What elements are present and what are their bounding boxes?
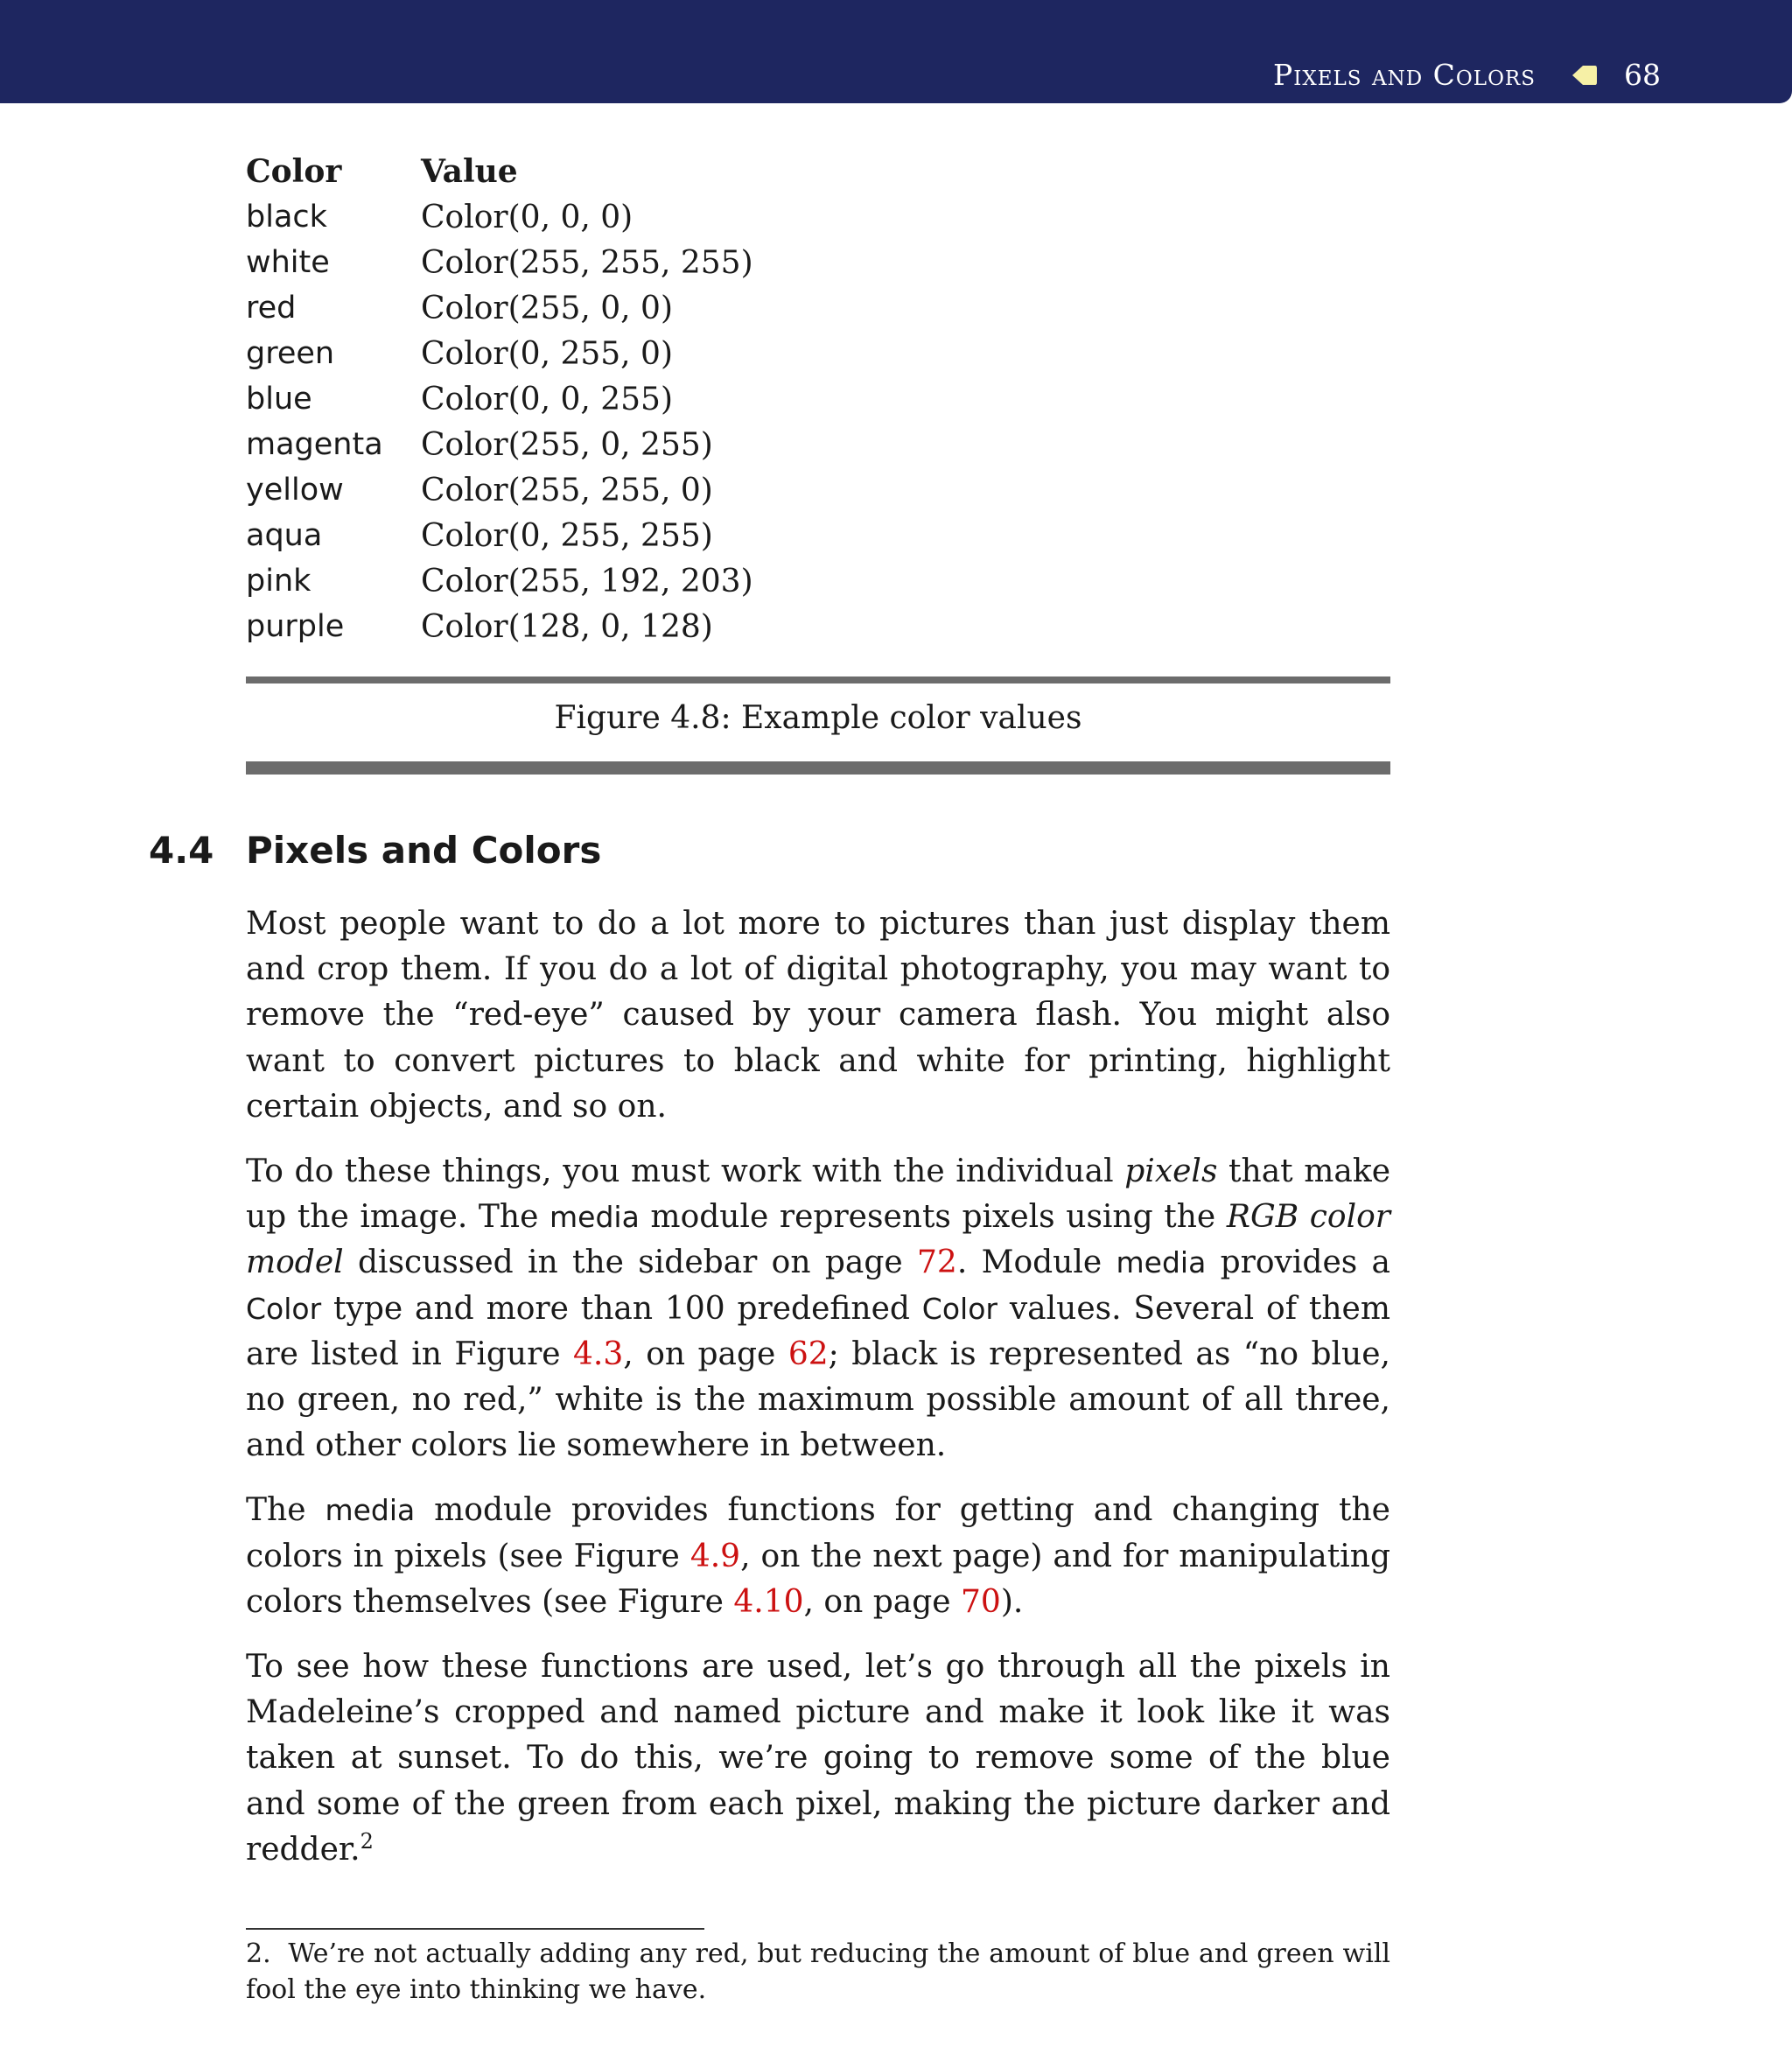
text-run: To see how these functions are used, let’s go through all the pixels in Madeleine’s cropped and named picture and make it look like it was taken at sunset. To do this, we’re going to remove some of the blue and some of the green from each pixel, making the picture darker and redder.: [246, 1649, 1390, 1868]
color-name-cell: yellow: [246, 473, 344, 508]
figure-rule-bottom: [246, 761, 1390, 775]
color-value-cell: Color(255, 0, 255): [421, 426, 713, 463]
text-run: . Module: [956, 1244, 1116, 1281]
color-value-cell: Color(0, 0, 0): [421, 199, 634, 235]
color-name-cell: pink: [246, 564, 312, 599]
table-row: [246, 558, 753, 604]
code-term: Color: [921, 1291, 998, 1326]
page-link[interactable]: 70: [961, 1583, 1001, 1620]
figure-rule-top: [246, 676, 1390, 683]
footnote: [246, 1936, 1390, 2008]
text-run: module represents pixels using the: [639, 1199, 1227, 1236]
footnote-number: 2.: [246, 1938, 271, 1969]
page-number: 68: [1624, 58, 1661, 92]
table-row: [246, 604, 753, 649]
table-row: [246, 422, 753, 467]
text-run: provides a: [1206, 1244, 1390, 1281]
table-row: [246, 240, 753, 285]
emphasis: pixels: [1124, 1153, 1218, 1190]
body-text: [246, 901, 1390, 1892]
section-heading: [149, 824, 601, 877]
figure-link[interactable]: 4.9: [690, 1538, 741, 1574]
color-value-cell: Color(255, 0, 0): [421, 290, 673, 326]
color-name-cell: black: [246, 200, 327, 235]
text-run: To do these things, you must work with the individual: [246, 1153, 1125, 1190]
figure-link[interactable]: 4.3: [573, 1335, 624, 1372]
color-name-cell: aqua: [246, 518, 323, 553]
section-number: 4.4: [149, 829, 214, 872]
figure-link[interactable]: 4.10: [733, 1583, 804, 1620]
color-value-cell: Color(128, 0, 128): [421, 608, 713, 645]
figure-caption: Figure 4.8: Example color values: [554, 700, 1082, 736]
text-run: values. Several of them are listed in Figure: [246, 1290, 1390, 1372]
text-run: The: [246, 1492, 326, 1529]
bookmark-arrow-icon[interactable]: [1572, 65, 1597, 86]
column-header-value: Value: [421, 153, 518, 190]
color-name-cell: blue: [246, 382, 312, 417]
text-run: , on page: [803, 1583, 962, 1620]
table-row: [246, 285, 753, 331]
color-name-cell: magenta: [246, 427, 383, 462]
column-header-color: Color: [246, 153, 342, 190]
color-values-table: [246, 149, 753, 649]
footnote-mark[interactable]: 2: [360, 1828, 374, 1854]
footnote-text: We’re not actually adding any red, but reducing the amount of blue and green will fool the eye into thinking we have.: [246, 1938, 1391, 2005]
paragraph-3: [246, 1488, 1390, 1625]
running-header-title: Pixels and Colors: [1273, 58, 1536, 92]
color-name-cell: purple: [246, 609, 345, 644]
text-run: , on the next page) and for manipulating colors themselves (see Figure: [246, 1538, 1390, 1620]
header-bar: [0, 0, 1792, 103]
paragraph-1: Most people want to do a lot more to pictures than just display them and crop them. If you do a lot of digital photography, you may want to remove the “red-eye” caused by your camera flash. You might also want to convert pictures to black and white for printing, highlight certain objects, and so on.: [246, 906, 1390, 1125]
page-link[interactable]: 62: [788, 1335, 829, 1372]
color-value-cell: Color(0, 255, 255): [421, 517, 713, 554]
color-value-cell: Color(0, 0, 255): [421, 381, 673, 417]
table-row: [246, 467, 753, 513]
table-row: [246, 376, 753, 422]
text-run: module provides functions for getting and changing the colors in pixels (see Figure: [246, 1492, 1390, 1574]
paragraph-4: [246, 1644, 1390, 1873]
color-name-cell: green: [246, 336, 335, 371]
color-value-cell: Color(255, 255, 255): [421, 244, 753, 281]
text-run: type and more than 100 predefined: [321, 1290, 922, 1327]
color-value-cell: Color(255, 255, 0): [421, 472, 713, 508]
footnote-rule: [246, 1928, 704, 1930]
color-value-cell: Color(255, 192, 203): [421, 563, 753, 599]
emphasis: RGB color model: [246, 1199, 1391, 1281]
table-row: [246, 331, 753, 376]
table-header-row: [246, 149, 753, 194]
color-value-cell: Color(0, 255, 0): [421, 335, 673, 372]
page-link[interactable]: 72: [917, 1244, 957, 1281]
code-term: media: [550, 1200, 640, 1235]
text-run: ; black is represented as “no blue, no green, no red,” white is the maximum possible amount of all three, and other colors lie somewhere in between.: [246, 1335, 1390, 1464]
paragraph-2: [246, 1149, 1390, 1469]
text-run: discussed in the sidebar on page: [343, 1244, 918, 1281]
text-run: that make up the image. The: [246, 1153, 1390, 1236]
text-run: , on page: [623, 1335, 788, 1372]
color-name-cell: white: [246, 245, 330, 280]
table-row: [246, 513, 753, 558]
text-run: ).: [1000, 1583, 1024, 1620]
code-term: Color: [246, 1291, 322, 1326]
color-name-cell: red: [246, 291, 297, 326]
code-term: media: [1116, 1245, 1207, 1280]
table-row: [246, 194, 753, 240]
code-term: media: [325, 1493, 416, 1528]
section-title: Pixels and Colors: [246, 829, 602, 872]
